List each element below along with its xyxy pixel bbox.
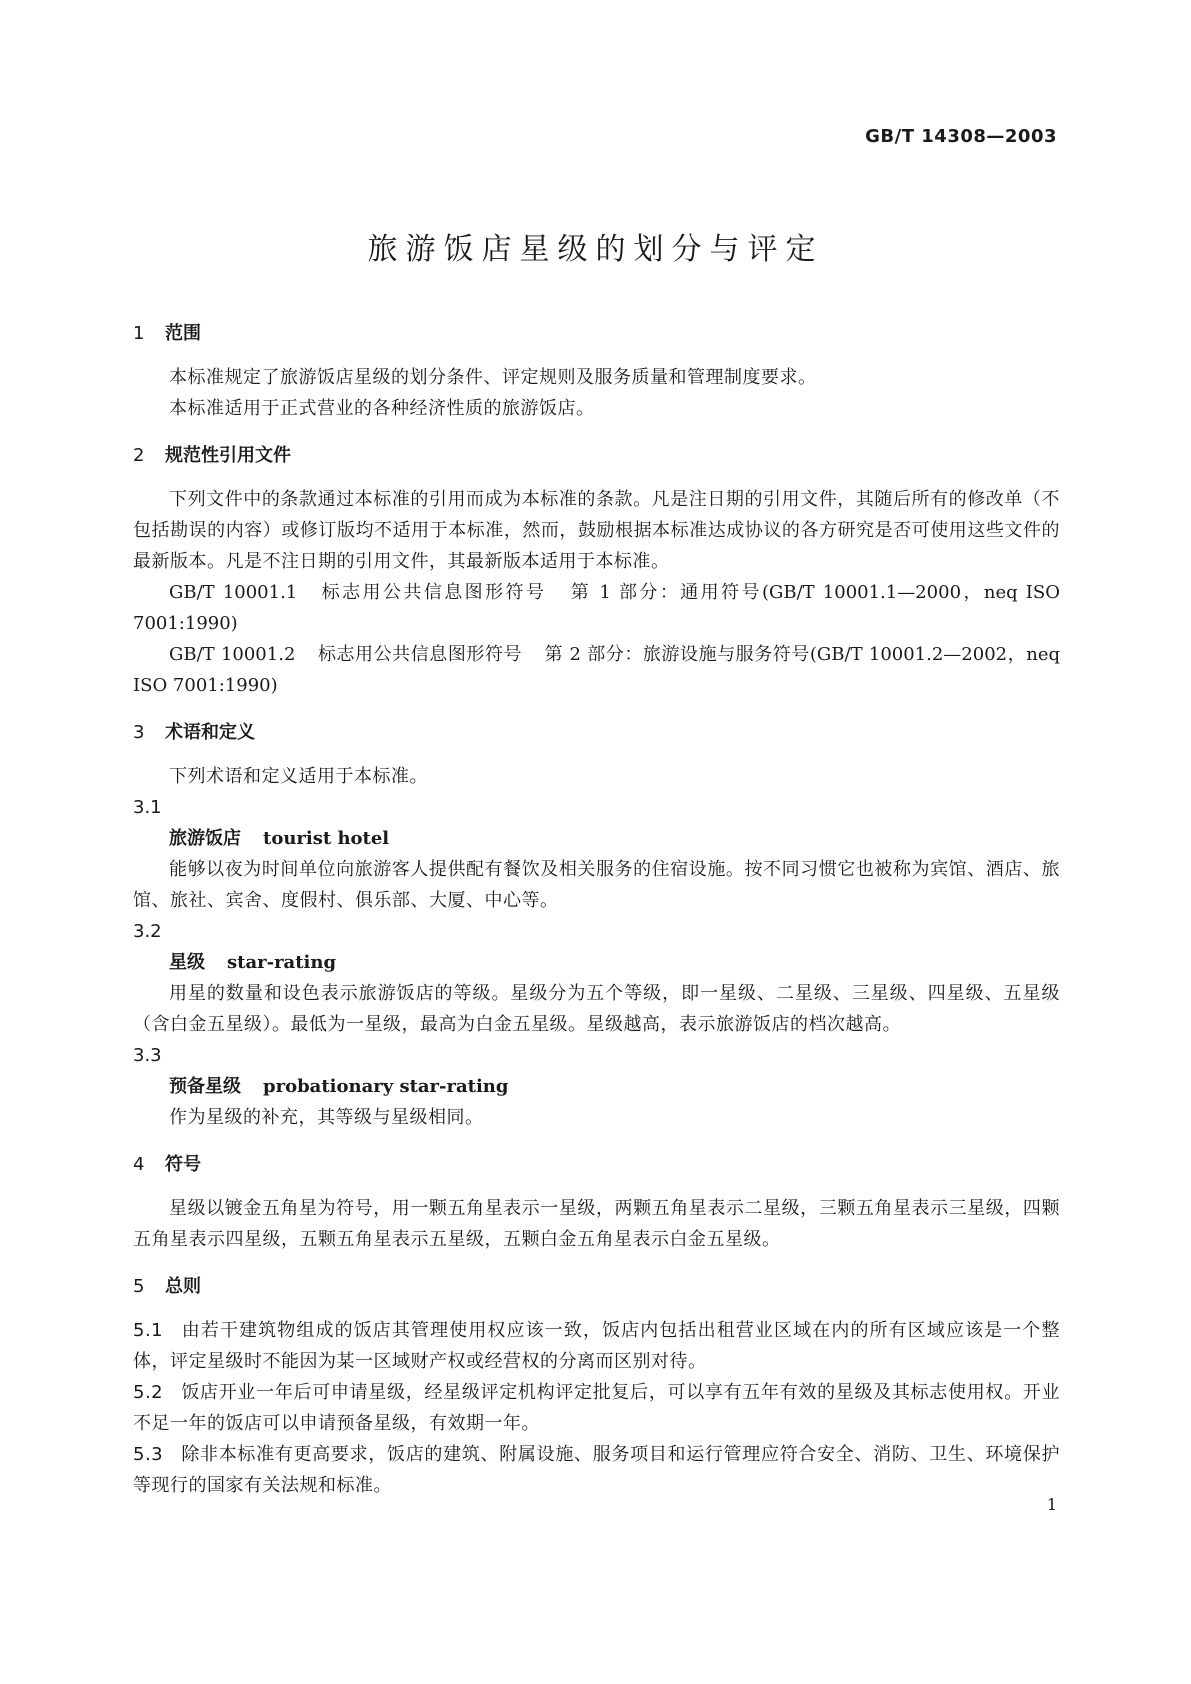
term-definition: 作为星级的补充，其等级与星级相同。 bbox=[169, 1107, 484, 1128]
clause-number: 5.1 bbox=[133, 1320, 164, 1341]
paragraph: 下列文件中的条款通过本标准的引用而成为本标准的条款。凡是注日期的引用文件，其随后所有的修改单（不包括勘误的内容）或修订版均不适用于本标准，然而，鼓励根据本标准达成协议的各方研究是否可使用这些文件的最新版本。凡是不注日期的引用文件，其最新版本适用于本标准。 bbox=[133, 489, 1060, 572]
term-zh: 星级 bbox=[169, 952, 205, 973]
section-heading-scope bbox=[133, 320, 1060, 348]
clause-item bbox=[133, 1315, 1060, 1377]
section-heading-symbols bbox=[133, 1151, 1060, 1179]
clause-number: 5.3 bbox=[133, 1444, 164, 1465]
reference-part: 第 1 部分：通用符号(GB/T 10001.1—2000，neq ISO 7001:1990) bbox=[133, 582, 1060, 634]
section-number: 4 bbox=[133, 1154, 145, 1175]
term-zh: 预备星级 bbox=[169, 1076, 241, 1097]
section-number: 2 bbox=[133, 445, 145, 466]
section-number: 1 bbox=[133, 323, 145, 344]
subclause-number: 3.3 bbox=[133, 1045, 162, 1066]
term-entry bbox=[133, 947, 1060, 978]
reference-title: 标志用公共信息图形符号 bbox=[317, 644, 523, 665]
clause-item bbox=[133, 1377, 1060, 1439]
section-title: 范围 bbox=[165, 323, 201, 344]
paragraph: 星级以镀金五角星为符号，用一颗五角星表示一星级，两颗五角星表示二星级，三颗五角星表示三星级，四颗五角星表示四星级，五颗五角星表示五星级，五颗白金五角星表示白金五星级。 bbox=[133, 1198, 1060, 1250]
subclause-number: 3.1 bbox=[133, 797, 162, 818]
section-number: 3 bbox=[133, 722, 145, 743]
term-en: tourist hotel bbox=[263, 828, 390, 849]
term-definition: 能够以夜为时间单位向旅游客人提供配有餐饮及相关服务的住宿设施。按不同习惯它也被称为宾馆、酒店、旅馆、旅社、宾舍、度假村、俱乐部、大厦、中心等。 bbox=[133, 859, 1060, 911]
reference-code: GB/T 10001.1 bbox=[169, 582, 298, 603]
term-zh: 旅游饭店 bbox=[169, 828, 241, 849]
section-heading-normative-references bbox=[133, 442, 1060, 470]
reference-title: 标志用公共信息图形符号 bbox=[319, 582, 547, 603]
reference-part: 第 2 部分：旅游设施与服务符号(GB/T 10001.2—2002，neq ISO 7001:1990) bbox=[133, 644, 1060, 696]
section-number: 5 bbox=[133, 1276, 145, 1297]
term-entry bbox=[133, 1071, 1060, 1102]
term-entry bbox=[133, 823, 1060, 854]
paragraph: 本标准适用于正式营业的各种经济性质的旅游饭店。 bbox=[169, 398, 595, 419]
document-body bbox=[133, 320, 1060, 1501]
page-number: 1 bbox=[1046, 1495, 1057, 1514]
term-definition: 用星的数量和设色表示旅游饭店的等级。星级分为五个等级，即一星级、二星级、三星级、四星级、五星级（含白金五星级）。最低为一星级，最高为白金五星级。星级越高，表示旅游饭店的档次越高。 bbox=[133, 983, 1060, 1035]
section-title: 总则 bbox=[165, 1276, 201, 1297]
reference-item bbox=[133, 577, 1060, 639]
term-en: star-rating bbox=[227, 952, 337, 973]
reference-item bbox=[133, 639, 1060, 701]
clause-text: 除非本标准有更高要求，饭店的建筑、附属设施、服务项目和运行管理应符合安全、消防、卫生、环境保护等现行的国家有关法规和标准。 bbox=[133, 1444, 1060, 1496]
section-title: 术语和定义 bbox=[165, 722, 255, 743]
section-heading-general bbox=[133, 1273, 1060, 1301]
clause-text: 由若干建筑物组成的饭店其管理使用权应该一致，饭店内包括出租营业区域在内的所有区域应该是一个整体，评定星级时不能因为某一区域财产权或经营权的分离而区别对待。 bbox=[133, 1320, 1060, 1372]
section-title: 符号 bbox=[165, 1154, 201, 1175]
paragraph: 本标准规定了旅游饭店星级的划分条件、评定规则及服务质量和管理制度要求。 bbox=[169, 367, 817, 388]
reference-code: GB/T 10001.2 bbox=[169, 644, 296, 665]
paragraph: 下列术语和定义适用于本标准。 bbox=[169, 766, 428, 787]
clause-number: 5.2 bbox=[133, 1382, 164, 1403]
term-en: probationary star-rating bbox=[263, 1076, 509, 1097]
standard-code: GB/T 14308—2003 bbox=[865, 126, 1057, 147]
page-title: 旅游饭店星级的划分与评定 bbox=[367, 232, 824, 267]
clause-item bbox=[133, 1439, 1060, 1501]
section-heading-terms bbox=[133, 719, 1060, 747]
subclause-number: 3.2 bbox=[133, 921, 162, 942]
clause-text: 饭店开业一年后可申请星级，经星级评定机构评定批复后，可以享有五年有效的星级及其标志使用权。开业不足一年的饭店可以申请预备星级，有效期一年。 bbox=[133, 1382, 1060, 1434]
section-title: 规范性引用文件 bbox=[165, 445, 291, 466]
